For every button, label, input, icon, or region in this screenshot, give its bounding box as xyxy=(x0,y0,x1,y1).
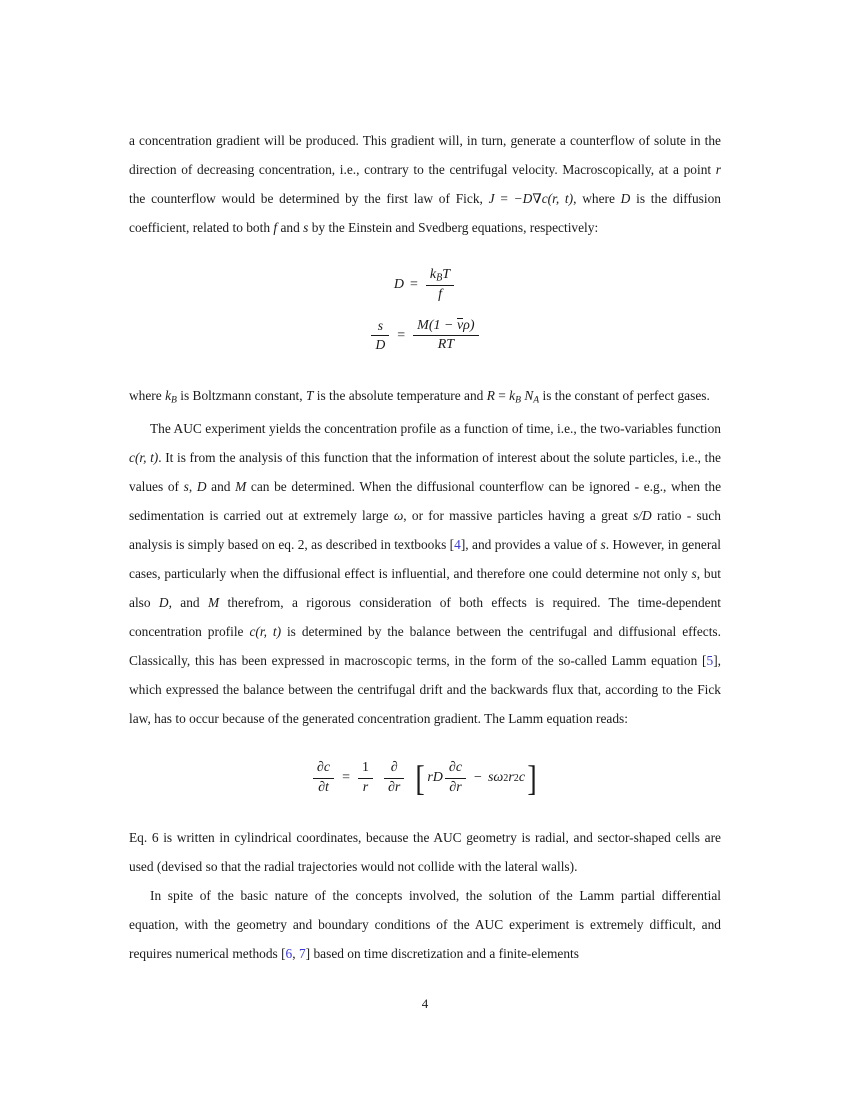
paragraph-numerical-text-b: ] based on time discretization and a finite-elements xyxy=(305,946,579,962)
equation-lamm-op-num: ∂ xyxy=(390,760,398,776)
paragraph-intro-text-d: is the diffusion coefficient, related to both xyxy=(129,191,721,235)
equation-einstein-lhs: D xyxy=(393,277,405,293)
paragraph-auc-text-d: and xyxy=(206,479,236,495)
math-ratio-sD: s/D xyxy=(633,508,652,524)
equation-svedberg-rhs-fraction xyxy=(413,317,478,355)
page-content xyxy=(129,126,721,968)
page-number: 4 xyxy=(421,996,429,1011)
paragraph-auc-experiment xyxy=(129,414,721,733)
equation-lamm-coef-den: r xyxy=(362,779,369,795)
equation-svedberg-rhs-den: RT xyxy=(437,337,455,353)
equation-svedberg xyxy=(129,317,721,355)
equation-lamm-minus: − xyxy=(474,770,482,786)
paragraph-auc-text-a: The AUC experiment yields the concentration profile as a function of time, i.e., the two-variables function xyxy=(150,421,721,437)
paragraph-intro-text-b: the counterflow would be determined by the first law of Fick, xyxy=(129,191,489,206)
math-var-kB-sub: B xyxy=(171,394,177,406)
math-var-N-sub: A xyxy=(533,394,540,406)
equation-svedberg-rhs-post: ) xyxy=(469,317,475,333)
equation-lamm-row xyxy=(311,759,539,797)
equation-lamm-term1-fraction xyxy=(445,759,466,797)
math-var-T: T xyxy=(305,387,314,403)
math-expr-fick: −D∇c(r, t) xyxy=(513,191,574,206)
math-var-s-3: s xyxy=(691,566,697,582)
equation-lamm-coef-fraction xyxy=(358,759,373,797)
paragraph-auc-text-n: ], which expressed the balance between the centrifugal drift and the backwards flux that, according to the Fick law, has to occur because of the generated concentration gradient. The Lamm equation reads: xyxy=(129,653,721,727)
paragraph-intro-text-c: , where xyxy=(573,191,621,206)
paragraph-auc-text-j: , but also xyxy=(129,566,721,611)
paragraph-auc-text-g: ratio - such analysis is simply based on eq. 2, as described in textbooks [ xyxy=(129,508,722,553)
math-var-D-1: D xyxy=(196,479,207,495)
paragraph-intro-text-e: and xyxy=(277,220,304,235)
equation-lamm-term2-r: r xyxy=(508,770,514,786)
paragraph-constants-text-b: is Boltzmann constant, xyxy=(176,387,306,403)
paragraph-auc-text-f: , or for massive particles having a great xyxy=(403,508,634,524)
math-relation-equals: = xyxy=(494,191,514,206)
paragraph-cylindrical: Eq. 6 is written in cylindrical coordinates, because the AUC geometry is radial, and sector-shaped cells are used (devised so that the radial trajectories would not collide with the lateral walls). xyxy=(129,830,721,875)
math-var-kB-2: k xyxy=(509,387,516,403)
paragraph-intro-text-a: a concentration gradient will be produced. This gradient will, in turn, generate a counterflow of solute in the direction of decreasing concentration, i.e., contrary to the centrifugal velocity. Macroscopically, at a point xyxy=(129,133,721,177)
equation-lamm-term1-den: ∂r xyxy=(449,779,462,795)
equation-svedberg-rhs-num xyxy=(413,317,478,336)
math-var-s-1: s xyxy=(183,479,189,495)
paragraph-numerical-text-a: In spite of the basic nature of the concepts involved, the solution of the Lamm partial differential equation, with the geometry and boundary conditions of the AUC experiment is extremely difficult, and requires numerical methods [ xyxy=(129,888,721,962)
math-var-kB-2-sub: B xyxy=(515,394,521,406)
equation-lamm-relation: = xyxy=(342,770,350,786)
paragraph-constants-text-a: where xyxy=(129,387,166,403)
equation-lamm-term2-s-omega: sω xyxy=(487,770,504,786)
math-var-s-2: s xyxy=(600,537,606,553)
equation-einstein-T: T xyxy=(442,267,451,282)
equation-einstein-fraction xyxy=(426,266,454,305)
paragraph-auc-text-l: therefrom, a rigorous consideration of both effects is required. The time-dependent concentration profile xyxy=(129,595,721,640)
equation-lamm-lhs-den: ∂t xyxy=(318,779,329,795)
paragraph-constants xyxy=(129,381,721,414)
paragraph-constants-text-d: is the constant of perfect gases. xyxy=(539,387,710,403)
paragraph-numerical-methods xyxy=(129,881,721,968)
math-var-kB: k xyxy=(165,387,172,403)
math-var-omega: ω xyxy=(393,508,404,524)
paragraph-intro xyxy=(129,126,721,242)
math-var-J: J xyxy=(488,191,495,206)
equation-lamm-operator-fraction xyxy=(384,759,404,797)
paragraph-auc-text-e: can be determined. When the diffusional counterflow can be ignored - e.g., when the sedimentation is carried out at extremely large xyxy=(129,479,722,524)
math-var-D-2: D xyxy=(158,595,169,611)
equation-einstein-k-sub: B xyxy=(436,272,443,284)
math-var-r: r xyxy=(715,162,721,177)
citation-link-5[interactable]: 5 xyxy=(706,653,714,669)
math-var-f: f xyxy=(273,220,278,235)
equation-einstein xyxy=(129,266,721,305)
equation-lamm xyxy=(129,759,721,797)
equation-svedberg-relation: = xyxy=(397,327,406,343)
equation-einstein-relation: = xyxy=(410,277,418,293)
math-var-N: N xyxy=(520,387,534,403)
equation-svedberg-rhs-pre: M(1 − xyxy=(417,317,457,333)
equation-svedberg-row xyxy=(369,317,480,355)
citation-separator: , xyxy=(292,946,299,962)
equation-lamm-bracket-close: ] xyxy=(527,757,537,798)
equation-einstein-denominator: f xyxy=(438,287,442,303)
equation-lamm-coef-num: 1 xyxy=(361,760,369,776)
paragraph-intro-text-f: by the Einstein and Svedberg equations, respectively: xyxy=(308,220,599,235)
math-var-M-2: M xyxy=(207,595,220,611)
equation-lamm-bracket-open: [ xyxy=(415,757,426,798)
paragraph-auc-text-c: , xyxy=(188,479,197,495)
equation-lamm-term2-exp-1: 2 xyxy=(503,772,509,784)
math-relation-equals-2: = xyxy=(494,387,510,403)
equation-svedberg-rho: ρ xyxy=(463,317,470,333)
equation-lamm-term2-exp-2: 2 xyxy=(513,772,519,784)
equation-spacer xyxy=(129,355,721,381)
equation-svedberg-nu-bar: ν xyxy=(456,317,464,333)
equation-lamm-lhs-fraction xyxy=(313,759,334,797)
paragraph-auc-text-i: . However, in general cases, particularly when the diffusional effect is influential, and therefore one could determine not only xyxy=(129,537,721,582)
equation-lamm-term1-prefix: rD xyxy=(427,770,443,786)
equation-lamm-lhs-num: ∂c xyxy=(316,760,331,776)
math-var-D: D xyxy=(620,191,631,206)
equation-lamm-op-den: ∂r xyxy=(387,779,401,795)
citation-link-4[interactable]: 4 xyxy=(454,537,461,553)
equation-svedberg-lhs-fraction xyxy=(371,317,389,354)
paragraph-auc-text-m: is determined by the balance between the centrifugal and diffusional effects. Classically, this has been expressed in macroscopic terms, in the form of the so-called Lamm equation [ xyxy=(129,624,721,669)
equation-lamm-term2-c: c xyxy=(518,770,526,786)
math-var-R: R xyxy=(486,387,495,403)
equation-lamm-term1-num: ∂c xyxy=(448,760,463,776)
math-func-crt: c(r, t) xyxy=(129,450,159,466)
citation-link-6[interactable]: 6 xyxy=(285,946,293,962)
paragraph-constants-text-c: is the absolute temperature and xyxy=(313,387,487,403)
equation-einstein-row xyxy=(394,266,456,305)
paragraph-auc-text-h: ], and provides a value of xyxy=(460,537,601,553)
equation-einstein-k: k xyxy=(429,267,437,282)
paragraph-auc-text-k: , and xyxy=(168,595,208,611)
math-func-crt-2: c(r, t) xyxy=(249,624,282,640)
equation-svedberg-lhs-num: s xyxy=(377,318,383,334)
math-var-s: s xyxy=(303,220,309,235)
equation-svedberg-lhs-den: D xyxy=(375,337,386,353)
equation-einstein-numerator xyxy=(426,266,454,285)
math-var-M-1: M xyxy=(235,479,247,495)
citation-link-7[interactable]: 7 xyxy=(298,946,306,962)
paragraph-auc-text-b: . It is from the analysis of this function that the information of interest about the solute particles, i.e., the values of xyxy=(129,450,721,495)
